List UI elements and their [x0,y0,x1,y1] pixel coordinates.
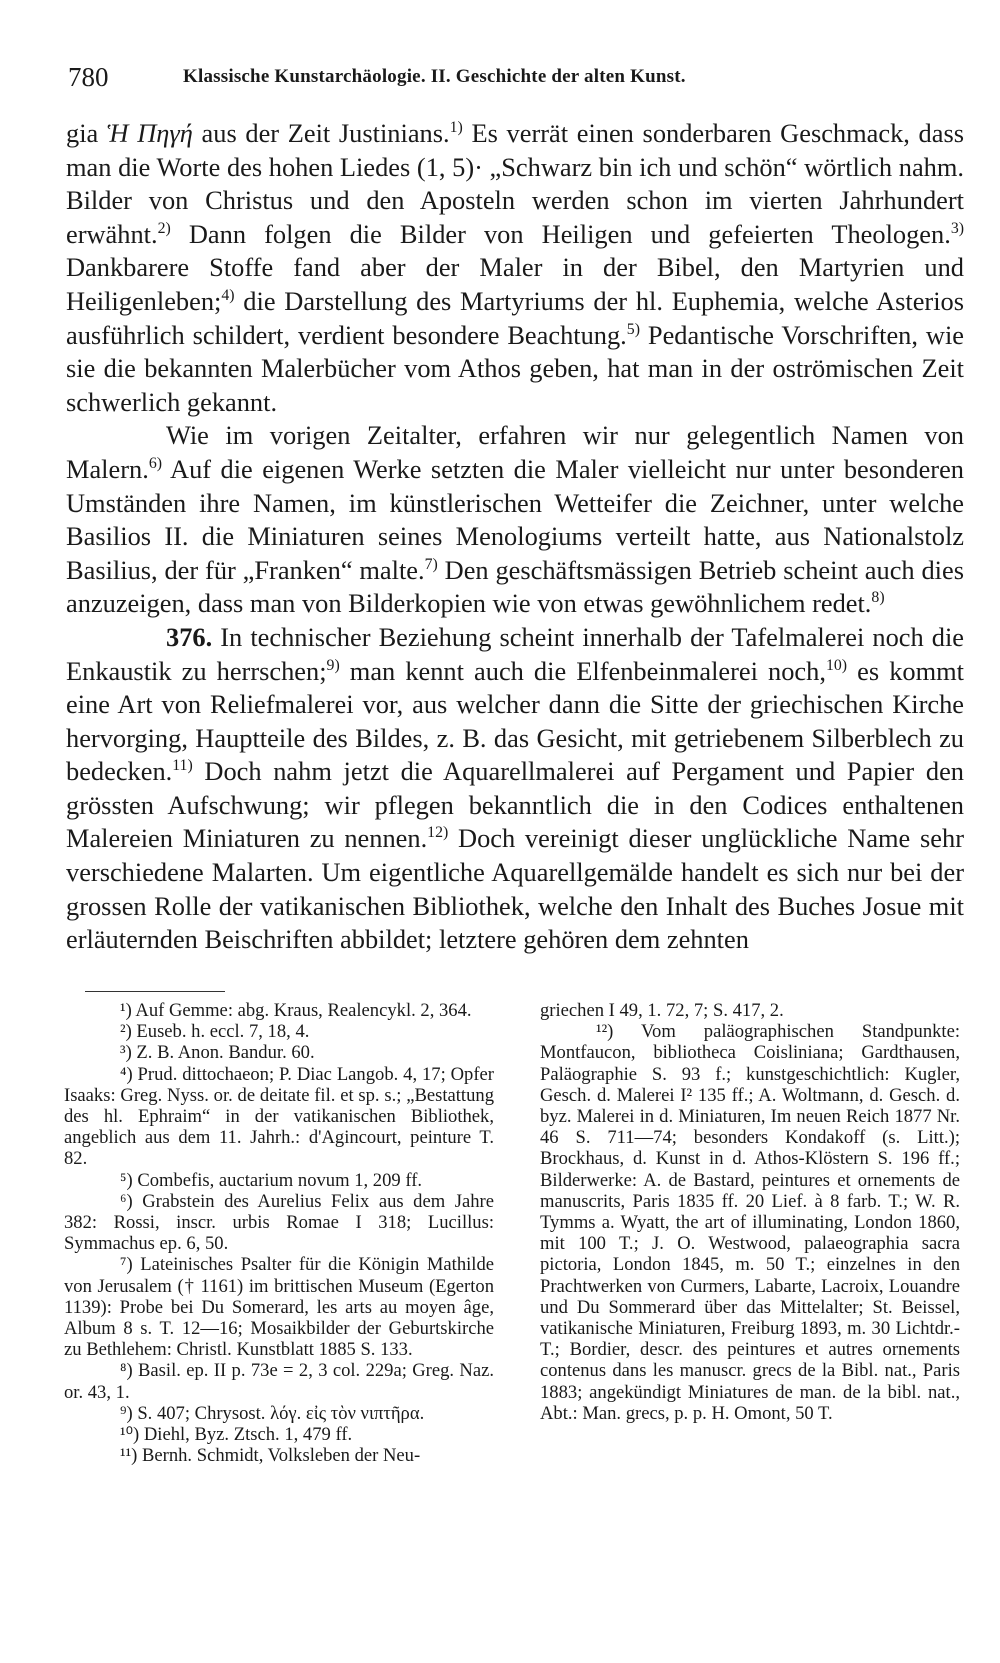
footnote-marker[interactable]: 12) [427,824,449,842]
page-number: 780 [68,62,109,92]
text-run: Wie im vorigen Zeitalter, erfahren wir nur gelegentlich Namen von Malern. [66,420,964,484]
paragraph [66,621,964,957]
text-run: Auf die eigenen Werke setzten die Maler vielleicht nur unter besonderen Umständen ihre Namen, im künstlerischen Wetteifer die Zeichner, unter welche Basilios II. die Miniaturen seines Menologiums verteilt hatte, aus Nationalstolz Basilius, der für „Franken“ malte. [66,453,964,585]
footnotes-right-column [540,1000,960,1424]
page-header [68,62,938,92]
footnote-continuation: griechen I 49, 1. 72, 7; S. 417, 2. [540,1000,784,1021]
footnote: ¹²) Vom paläographischen Standpunkte: Montfaucon, bibliotheca Coisliniana; Gardthausen, Paläographie S. 93 f.; kunstgeschichtlich: Kugler, Gesch. d. Malerei I² 135 ff.; A. Woltmann, d. Gesch. d. byz. Malerei in d. Miniaturen, Im neuen Reich 1877 Nr. 46 S. 711—74; besonders Kondakoff (s. Litt.); Brockhaus, d. Kunst in d. Athos-Klöstern S. 196 ff.; Bilderwerke: A. de Bastard, peintures et ornements de manuscrits, Paris 1835 ff. 20 Lief. à 8 farb. T.; W. R. Tymms a. Wyatt, the art of illuminating, London 1860, mit 100 T.; J. O. Westwood, palaeographia sacra pictoria, London 1845, m. 50 T.; einzelnes in den Prachtwerken von Curmers, Labarte, Lacroix, Louandre und Du Sommerard über das Mittelalter; St. Beissel, vatikanische Miniaturen, Freiburg 1893, m. 30 Lichtdr.-T.; Bordier, descr. des peintures et autres ornements contenus dans les manuscr. grecs de la Bibl. nat., Paris 1883; angekündigt Miniatures de man. de la bibl. nat., Abt.: Man. grecs, p. p. H. Omont, 50 T. [540,1021,960,1424]
footnote-marker[interactable]: 5) [626,320,640,338]
footnote: ⁵) Combefis, auctarium novum 1, 209 ff. [120,1169,423,1191]
footnote-marker[interactable]: 4) [221,287,235,305]
footnote: ⁹) S. 407; Chrysost. λόγ. εἰς τὸν νιπτῆρα. [120,1402,425,1424]
footnote-marker[interactable]: 7) [424,555,438,573]
footnotes-left-column [64,1000,494,1466]
text-run: die Darstellung des Martyriums der hl. Euphemia, welche Asterios ausführlich schildert, verdient besondere Beachtung. [66,285,964,350]
text-run: aus der Zeit Justinians. [192,118,450,148]
footnote-marker[interactable]: 9) [326,656,340,674]
footnote: ⁸) Basil. ep. II p. 73e = 2, 3 col. 229a; Greg. Naz. or. 43, 1. [64,1360,494,1403]
footnote: ¹¹) Bernh. Schmidt, Volksleben der Neu- [120,1445,421,1467]
text-run: In technischer Beziehung scheint innerhalb der Tafelmalerei noch die Enkaustik zu herrschen; [66,621,964,686]
footnote: ⁶) Grabstein des Aurelius Felix aus dem Jahre 382: Rossi, inscr. urbis Romae I 318; Lucillus: Symmachus ep. 6, 50. [64,1190,494,1255]
footnote-marker[interactable]: 11) [172,757,193,775]
footnote-marker[interactable]: 2) [157,219,171,237]
footnote: ¹) Auf Gemme: abg. Kraus, Realencykl. 2, 364. [120,1000,472,1021]
footnote-marker[interactable]: 3) [950,219,964,237]
footnote-marker[interactable]: 8) [871,589,885,607]
footnote: ²) Euseb. h. eccl. 7, 18, 4. [120,1021,310,1043]
paragraph [66,419,964,621]
greek-title: Ἡ Πηγή [106,118,193,148]
footnote: ¹⁰) Diehl, Byz. Ztsch. 1, 479 ff. [120,1424,353,1446]
text-run: Es verrät einen sonderbaren Geschmack, dass man die Worte des hohen Liedes (1, 5)· „Schwarz bin ich und schön“ wörtlich nahm. Bilder von Christus und den Aposteln werden schon im vierten Jahrhundert erwähnt. [66,118,964,249]
text-run: man kennt auch die Elfenbeinmalerei noch, [339,655,826,686]
footnote-marker[interactable]: 1) [449,119,463,137]
text-run: Den geschäftsmässigen Betrieb scheint auch dies anzuzeigen, dass man von Bilderkopien wie von etwas gewöhnlichem redet. [66,554,964,619]
text-run: Dann folgen die Bilder von Heiligen und gefeierten Theologen. [170,218,951,249]
footnote: ⁴) Prud. dittochaeon; P. Diac Langob. 4, 17; Opfer Isaaks: Greg. Nyss. or. de deitate fil. et sp. s.; „Bestattung des hl. Ephraim“ in der vatikanischen Bibliothek, angeblich aus dem 11. Jahrh.: d'Agincourt, peinture T. 82. [64,1063,494,1170]
text-run: es kommt eine Art von Reliefmalerei vor, aus welcher dann die Sitte der griechischen Kirche hervorging, Hauptteile des Bildes, z. B. das Gesicht, mit getriebenem Silberblech zu bedecken. [66,655,964,787]
footnote: ⁷) Lateinisches Psalter für die Königin Mathilde von Jerusalem († 1161) im brittischen Museum (Egerton 1139): Probe bei Du Somerard, les arts au moyen âge, Album 8 s. T. 12—16; Mosaikbilder der Geburtskirche zu Bethlehem: Christl. Kunstblatt 1885 S. 133. [64,1254,494,1361]
main-text [66,117,964,957]
text-run: Doch vereinigt dieser unglückliche Name sehr verschiedene Malarten. Um eigentliche Aquarellgemälde handelt es sich nur bei der grossen Rolle der vatikanischen Bibliothek, welche den Inhalt des Buches Josue mit erläuternden Beischriften abbildet; letztere gehören dem zehnten [66,823,964,955]
text-run: Doch nahm jetzt die Aquarellmalerei auf Pergament und Papier den grössten Aufschwung; wir pflegen bekanntlich die in den Codices enthaltenen Malereien Miniaturen zu nennen. [66,756,964,854]
running-title: Klassische Kunstarchäologie. II. Geschichte der alten Kunst. [183,66,686,87]
section-number: 376. [166,621,213,652]
text-run: Dankbarere Stoffe fand aber der Maler in der Bibel, den Martyrien und Heiligenleben; [66,252,964,316]
footnote-separator [85,991,225,992]
footnote-marker[interactable]: 6) [148,455,162,473]
footnote: ³) Z. B. Anon. Bandur. 60. [120,1042,315,1064]
text-run: gia [66,118,107,148]
text-run: Pedantische Vorschriften, wie sie die bekannten Malerbücher vom Athos geben, hat man in der oströmischen Zeit schwerlich gekannt. [66,319,964,417]
paragraph [66,117,964,419]
footnote-marker[interactable]: 10) [825,656,848,674]
